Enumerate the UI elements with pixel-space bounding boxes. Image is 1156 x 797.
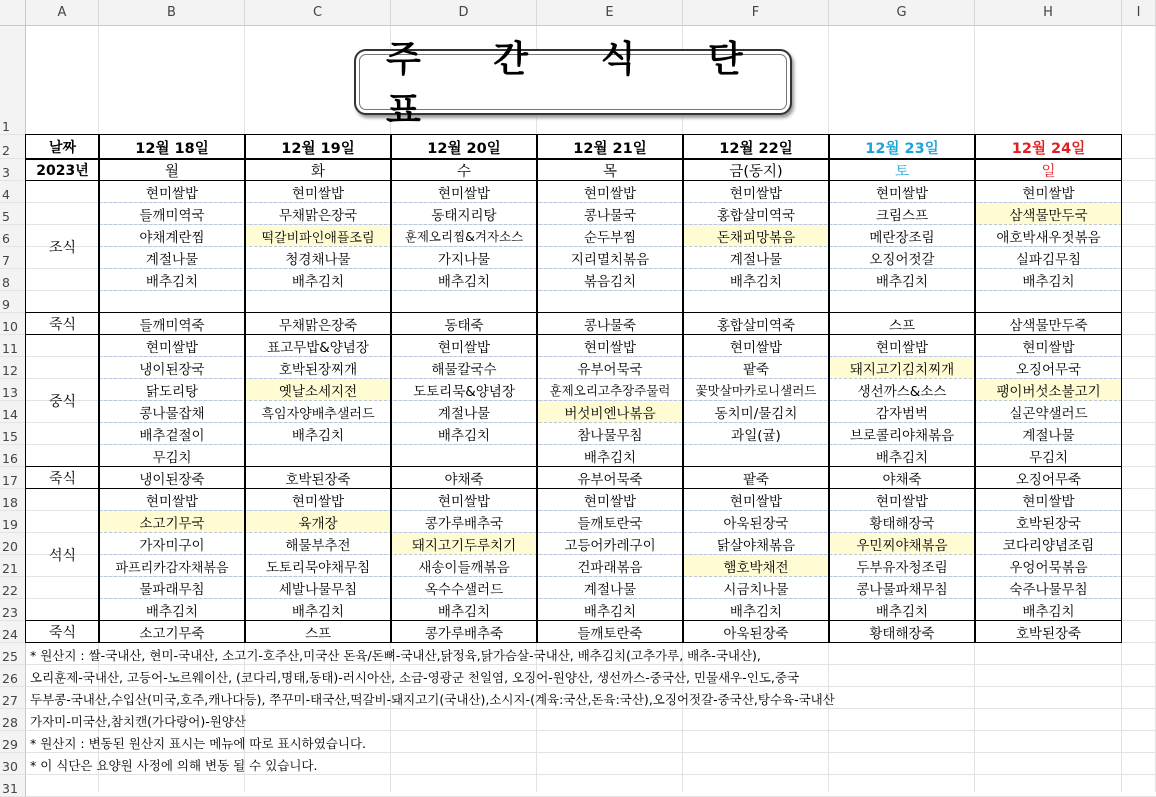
porridge-item[interactable]: 동태죽 xyxy=(444,318,484,334)
menu-item[interactable]: 옥수수샐러드 xyxy=(424,582,504,598)
porridge-item[interactable]: 아욱된장죽 xyxy=(723,626,789,642)
menu-item[interactable]: 호박된장국 xyxy=(1015,516,1082,532)
menu-item[interactable]: 배추겉절이 xyxy=(139,428,205,444)
row-header-20[interactable]: 20 xyxy=(0,533,26,555)
menu-item[interactable]: 해물부추전 xyxy=(285,538,351,554)
header-date[interactable]: 12월 20일 xyxy=(427,140,501,157)
menu-item[interactable]: 콩나물국 xyxy=(583,208,637,224)
note-line[interactable]: 두부콩-국내산,수입산(미국,호주,캐나다등), 쭈꾸미-태국산,떡갈비-돼지고기(국내산),소시지-(계육:국산,돈육:국산),오징어젓갈-중국산,탕수육-국내산 xyxy=(30,692,835,707)
porridge-item[interactable]: 콩나물죽 xyxy=(583,318,637,334)
menu-item[interactable]: 무김치 xyxy=(152,450,192,466)
column-header-C[interactable]: C xyxy=(245,0,391,26)
header-day[interactable]: 목 xyxy=(602,163,617,180)
porridge-item[interactable]: 스프 xyxy=(304,626,332,642)
menu-item[interactable]: 가지나물 xyxy=(437,252,491,268)
menu-item[interactable]: 브로콜리야채볶음 xyxy=(849,428,955,444)
menu-item[interactable]: 가자미구이 xyxy=(139,538,205,554)
menu-item[interactable]: 현미쌀밥 xyxy=(291,186,345,202)
porridge-item[interactable]: 콩가루배추죽 xyxy=(424,626,504,642)
menu-item[interactable]: 육개장 xyxy=(245,511,391,533)
menu-item[interactable]: 참나물무침 xyxy=(577,428,643,444)
row-header-14[interactable]: 14 xyxy=(0,401,26,423)
gridline-horizontal xyxy=(26,752,1156,753)
menu-item[interactable]: 크림스프 xyxy=(875,208,929,224)
row-header-3[interactable]: 3 xyxy=(0,159,26,181)
note-line[interactable]: 오리훈제-국내산, 고등어-노르웨이산, (코다리,명태,동태)-러시아산, 소금-영광군 천일염, 오징어-원양산, 생선까스-중국산, 민물새우-인도,중국 xyxy=(30,670,800,685)
menu-item[interactable]: 팥죽 xyxy=(742,362,770,378)
menu-item[interactable]: 현미쌀밥 xyxy=(437,340,491,356)
row-header-11[interactable]: 11 xyxy=(0,335,26,357)
porridge-item[interactable]: 삼색물만두죽 xyxy=(1009,318,1088,334)
menu-item[interactable]: 배추김치 xyxy=(145,604,199,620)
column-header-D[interactable]: D xyxy=(391,0,537,26)
menu-item[interactable]: 돼지고기김치찌개 xyxy=(829,357,975,379)
dotted-separator xyxy=(99,598,1122,599)
menu-item[interactable]: 우엉어묵볶음 xyxy=(1009,560,1088,576)
porridge-item[interactable]: 야채죽 xyxy=(882,472,922,488)
menu-item[interactable]: 고등어카레구이 xyxy=(564,538,656,554)
menu-item[interactable]: 냉이된장국 xyxy=(139,362,205,378)
menu-item[interactable]: 동태지리탕 xyxy=(431,208,497,224)
menu-item[interactable]: 계절나물 xyxy=(1022,428,1075,444)
row-header-13[interactable]: 13 xyxy=(0,379,26,401)
meal-label-dinner[interactable]: 석식 xyxy=(48,548,77,564)
menu-item[interactable]: 지리멸치볶음 xyxy=(570,252,650,268)
gridline-horizontal xyxy=(26,730,1156,731)
header-date[interactable]: 12월 22일 xyxy=(719,140,793,157)
meal-label-breakfast[interactable]: 조식 xyxy=(48,240,77,256)
menu-title: 주 간 식 단 표 xyxy=(386,39,773,131)
menu-item[interactable]: 무김치 xyxy=(1028,450,1069,466)
menu-item[interactable]: 해물칼국수 xyxy=(431,362,497,378)
header-date[interactable]: 12월 21일 xyxy=(573,140,647,157)
header-year-label[interactable]: 2023년 xyxy=(36,163,89,179)
row-header-25[interactable]: 25 xyxy=(0,643,26,665)
menu-item[interactable]: 배추김치 xyxy=(291,274,345,290)
menu-item[interactable]: 우민찌야채볶음 xyxy=(829,533,975,555)
porridge-item[interactable]: 들깨미역죽 xyxy=(139,318,205,334)
menu-item[interactable]: 현미쌀밥 xyxy=(729,494,783,510)
dotted-separator xyxy=(99,400,1122,401)
menu-item[interactable]: 도토리묵&양념장 xyxy=(413,384,515,400)
menu-item[interactable]: 파프리카감자채볶음 xyxy=(115,560,229,576)
row-header-24[interactable]: 24 xyxy=(0,621,26,643)
menu-item[interactable]: 과일(귤) xyxy=(731,428,781,444)
menu-item[interactable]: 콩나물잡채 xyxy=(139,406,205,422)
menu-item[interactable]: 떡갈비파인애플조림 xyxy=(245,225,391,247)
menu-item[interactable]: 현미쌀밥 xyxy=(1022,186,1075,202)
row-header-4[interactable]: 4 xyxy=(0,181,26,203)
menu-item[interactable]: 배추김치 xyxy=(437,274,491,290)
menu-item[interactable]: 돈채피망볶음 xyxy=(683,225,829,247)
dotted-separator xyxy=(99,378,1122,379)
row-header-19[interactable]: 19 xyxy=(0,511,26,533)
menu-item[interactable]: 코다리양념조림 xyxy=(1002,538,1095,554)
column-header-A[interactable]: A xyxy=(26,0,99,26)
menu-item[interactable]: 감자범벅 xyxy=(875,406,929,422)
row-header-16[interactable]: 16 xyxy=(0,445,26,467)
porridge-item[interactable]: 호박된장죽 xyxy=(285,472,351,488)
row-header-26[interactable]: 26 xyxy=(0,665,26,687)
porridge-item[interactable]: 스프 xyxy=(888,318,916,334)
menu-item[interactable]: 황태해장국 xyxy=(869,516,935,532)
dotted-separator xyxy=(99,246,1122,247)
menu-item[interactable]: 현미쌀밥 xyxy=(875,186,929,202)
row-header-17[interactable]: 17 xyxy=(0,467,26,489)
menu-item[interactable]: 소고기무국 xyxy=(99,511,245,533)
menu-item[interactable]: 배추김치 xyxy=(291,604,345,620)
column-header-G[interactable]: G xyxy=(829,0,975,26)
menu-item[interactable]: 계절나물 xyxy=(145,252,199,268)
dotted-separator xyxy=(99,576,1122,577)
select-all-corner[interactable] xyxy=(0,0,26,26)
menu-item[interactable]: 현미쌀밥 xyxy=(729,340,783,356)
gridline-horizontal xyxy=(26,664,1156,665)
menu-item[interactable]: 무채맑은장국 xyxy=(278,208,358,224)
menu-item[interactable]: 현미쌀밥 xyxy=(145,186,199,202)
row-header-15[interactable]: 15 xyxy=(0,423,26,445)
menu-item[interactable]: 현미쌀밥 xyxy=(437,186,491,202)
menu-item[interactable]: 계절나물 xyxy=(729,252,783,268)
menu-title-box[interactable] xyxy=(354,39,792,131)
menu-item[interactable]: 배추김치 xyxy=(583,604,637,620)
dotted-separator xyxy=(99,554,1122,555)
dotted-separator xyxy=(99,356,1122,357)
row-header-1[interactable]: 1 xyxy=(0,26,26,135)
menu-item[interactable]: 실파김무침 xyxy=(1015,252,1082,268)
header-date-label[interactable]: 날짜 xyxy=(48,140,77,156)
menu-item[interactable]: 배추김치 xyxy=(583,450,637,466)
row-header-30[interactable]: 30 xyxy=(0,753,26,775)
menu-item[interactable]: 현미쌀밥 xyxy=(145,340,199,356)
header-date[interactable]: 12월 24일 xyxy=(1011,140,1086,157)
note-line[interactable]: * 원산지 : 쌀-국내산, 현미-국내산, 소고기-호주산,미국산 돈육/돈뼈-국내산,닭정육,닭가슴살-국내산, 배추김치(고추가루, 배추-국내산), xyxy=(30,648,761,663)
menu-item[interactable]: 오징어무국 xyxy=(1015,362,1082,378)
menu-item[interactable]: 현미쌀밥 xyxy=(1022,340,1075,356)
gridline-horizontal xyxy=(26,708,1156,709)
menu-item[interactable]: 세발나물무침 xyxy=(278,582,358,598)
menu-item[interactable]: 물파래무침 xyxy=(139,582,205,598)
porridge-item[interactable]: 들깨토란죽 xyxy=(577,626,643,642)
menu-item[interactable] xyxy=(245,445,391,467)
menu-item[interactable]: 현미쌀밥 xyxy=(583,340,637,356)
row-header-2[interactable]: 2 xyxy=(0,135,26,159)
menu-item[interactable]: 오징어젓갈 xyxy=(869,252,935,268)
menu-item[interactable]: 새송이들깨볶음 xyxy=(418,560,510,576)
column-header-B[interactable]: B xyxy=(99,0,245,26)
menu-item[interactable]: 현미쌀밥 xyxy=(875,494,929,510)
row-header-29[interactable]: 29 xyxy=(0,731,26,753)
dotted-separator xyxy=(99,224,1122,225)
menu-item[interactable]: 현미쌀밥 xyxy=(1022,494,1075,510)
dotted-separator xyxy=(99,290,1122,291)
menu-item[interactable]: 현미쌀밥 xyxy=(875,340,929,356)
menu-item[interactable]: 숙주나물무침 xyxy=(1009,582,1088,598)
porridge-item[interactable]: 무채맑은장죽 xyxy=(278,318,358,334)
menu-item[interactable]: 계절나물 xyxy=(583,582,637,598)
menu-item[interactable]: 유부어묵국 xyxy=(577,362,643,378)
meal-label-lunch[interactable]: 중식 xyxy=(48,394,77,410)
menu-item[interactable]: 삼색물만두국 xyxy=(975,203,1122,225)
menu-item[interactable]: 야채계란찜 xyxy=(139,230,205,246)
header-date[interactable]: 12월 19일 xyxy=(281,140,355,157)
menu-item[interactable]: 현미쌀밥 xyxy=(729,186,783,202)
row-header-18[interactable]: 18 xyxy=(0,489,26,511)
menu-item[interactable]: 현미쌀밥 xyxy=(145,494,199,510)
row-header-6[interactable]: 6 xyxy=(0,225,26,247)
menu-item[interactable]: 홍합살미역국 xyxy=(716,208,796,224)
column-header-E[interactable]: E xyxy=(537,0,683,26)
note-line[interactable]: 가자미-미국산,참치캔(가다랑어)-원양산 xyxy=(30,714,246,729)
row-header-7[interactable]: 7 xyxy=(0,247,26,269)
meal-label-porridge3[interactable]: 죽식 xyxy=(48,625,77,641)
dotted-separator xyxy=(99,510,1122,511)
porridge-item[interactable]: 유부어묵죽 xyxy=(577,472,643,488)
menu-item[interactable]: 돼지고기두루치기 xyxy=(391,533,537,555)
menu-item[interactable]: 표고무밥&양념장 xyxy=(267,340,369,356)
row-header-10[interactable]: 10 xyxy=(0,313,26,335)
dotted-separator xyxy=(99,268,1122,269)
menu-item[interactable] xyxy=(391,445,537,467)
dotted-separator xyxy=(99,532,1122,533)
gridline-horizontal xyxy=(26,686,1156,687)
menu-item[interactable]: 실곤약샐러드 xyxy=(1009,406,1088,422)
header-day[interactable]: 월 xyxy=(164,163,179,180)
row-header-9[interactable]: 9 xyxy=(0,291,26,313)
menu-item[interactable]: 동치미/물김치 xyxy=(714,406,798,422)
row-header-8[interactable]: 8 xyxy=(0,269,26,291)
menu-item[interactable]: 배추김치 xyxy=(875,604,929,620)
column-header-F[interactable]: F xyxy=(683,0,829,26)
header-day[interactable]: 토 xyxy=(894,163,909,180)
menu-item[interactable]: 버섯비엔나볶음 xyxy=(537,401,683,423)
menu-item[interactable]: 현미쌀밥 xyxy=(437,494,491,510)
menu-item[interactable]: 시금치나물 xyxy=(723,582,789,598)
row-header-22[interactable]: 22 xyxy=(0,577,26,599)
menu-item[interactable]: 햄호박채전 xyxy=(683,555,829,577)
menu-item[interactable]: 볶음김치 xyxy=(583,274,637,290)
menu-item[interactable]: 건파래볶음 xyxy=(577,560,643,576)
row-header-21[interactable]: 21 xyxy=(0,555,26,577)
row-header-12[interactable]: 12 xyxy=(0,357,26,379)
menu-item[interactable]: 애호박새우젓볶음 xyxy=(996,230,1101,246)
menu-item[interactable]: 콩가루배추국 xyxy=(424,516,504,532)
menu-item[interactable]: 메란장조림 xyxy=(869,230,935,246)
column-header-I[interactable]: I xyxy=(1122,0,1156,26)
menu-item[interactable]: 현미쌀밥 xyxy=(583,186,637,202)
menu-item[interactable]: 배추김치 xyxy=(875,274,929,290)
menu-item[interactable]: 배추김치 xyxy=(875,450,929,466)
menu-item[interactable]: 배추김치 xyxy=(437,428,491,444)
menu-item[interactable]: 배추김치 xyxy=(729,274,783,290)
menu-item[interactable]: 들깨미역국 xyxy=(139,208,205,224)
dotted-separator xyxy=(99,422,1122,423)
menu-item[interactable]: 훈제오리고추장주물럭 xyxy=(549,383,671,398)
porridge-item[interactable]: 야채죽 xyxy=(444,472,484,488)
menu-item[interactable]: 배추김치 xyxy=(1022,274,1075,290)
row-header-31[interactable]: 31 xyxy=(0,775,26,797)
menu-item[interactable]: 들깨토란국 xyxy=(577,516,643,532)
porridge-item[interactable]: 오징어무죽 xyxy=(1015,472,1082,488)
dotted-separator xyxy=(99,444,1122,445)
menu-item[interactable]: 닭살야채볶음 xyxy=(716,538,796,554)
gridline-horizontal xyxy=(26,774,1156,775)
menu-item[interactable]: 청경채나물 xyxy=(285,252,351,268)
header-date[interactable]: 12월 23일 xyxy=(865,140,939,157)
row-header-5[interactable]: 5 xyxy=(0,203,26,225)
menu-item[interactable]: 팽이버섯소불고기 xyxy=(975,379,1122,401)
menu-item[interactable]: 훈제오리찜&겨자소스 xyxy=(404,229,524,244)
menu-item[interactable]: 흑임자양배추샐러드 xyxy=(261,406,375,422)
menu-item[interactable]: 아욱된장국 xyxy=(723,516,789,532)
note-line[interactable]: * 원산지 : 변동된 원산지 표시는 메뉴에 따로 표시하였습니다. xyxy=(30,736,367,751)
header-day[interactable]: 일 xyxy=(1041,163,1056,180)
menu-item[interactable]: 현미쌀밥 xyxy=(291,494,345,510)
row-header-23[interactable]: 23 xyxy=(0,599,26,621)
menu-item[interactable]: 배추김치 xyxy=(729,604,783,620)
row-header-28[interactable]: 28 xyxy=(0,709,26,731)
menu-item[interactable]: 현미쌀밥 xyxy=(583,494,637,510)
menu-item[interactable]: 배추김치 xyxy=(145,274,199,290)
header-day[interactable]: 수 xyxy=(456,163,471,180)
porridge-item[interactable]: 팥죽 xyxy=(742,472,770,488)
dotted-separator xyxy=(99,202,1122,203)
porridge-item[interactable]: 황태해장죽 xyxy=(869,626,935,642)
header-date[interactable]: 12월 18일 xyxy=(135,140,209,157)
menu-item[interactable]: 두부유자청조림 xyxy=(856,560,948,576)
menu-item[interactable]: 순두부찜 xyxy=(583,230,637,246)
menu-item[interactable]: 배추김치 xyxy=(1022,604,1075,620)
porridge-item[interactable]: 홍합살미역죽 xyxy=(716,318,796,334)
note-line[interactable]: * 이 식단은 요양원 사정에 의해 변동 될 수 있습니다. xyxy=(30,758,318,773)
menu-item[interactable]: 생선까스&소스 xyxy=(857,384,947,400)
header-day[interactable]: 금(동지) xyxy=(729,163,783,180)
menu-item[interactable]: 꽃맛살마카로니샐러드 xyxy=(695,383,817,398)
header-day[interactable]: 화 xyxy=(310,163,325,180)
menu-item[interactable]: 옛날소세지전 xyxy=(245,379,391,401)
meal-label-porridge1[interactable]: 죽식 xyxy=(48,317,77,333)
row-header-27[interactable]: 27 xyxy=(0,687,26,709)
menu-item[interactable] xyxy=(683,445,829,467)
menu-item[interactable]: 계절나물 xyxy=(437,406,491,422)
porridge-item[interactable]: 소고기무죽 xyxy=(139,626,205,642)
menu-item[interactable]: 콩나물파채무침 xyxy=(856,582,948,598)
menu-item[interactable]: 도토리묵야채무침 xyxy=(265,560,371,576)
menu-item[interactable]: 배추김치 xyxy=(437,604,491,620)
menu-item[interactable]: 닭도리탕 xyxy=(145,384,199,400)
menu-item[interactable]: 배추김치 xyxy=(291,428,345,444)
porridge-item[interactable]: 호박된장죽 xyxy=(1015,626,1082,642)
meal-label-porridge2[interactable]: 죽식 xyxy=(48,471,77,487)
column-header-H[interactable]: H xyxy=(975,0,1122,26)
menu-item[interactable]: 호박된장찌개 xyxy=(278,362,358,378)
porridge-item[interactable]: 냉이된장죽 xyxy=(139,472,205,488)
